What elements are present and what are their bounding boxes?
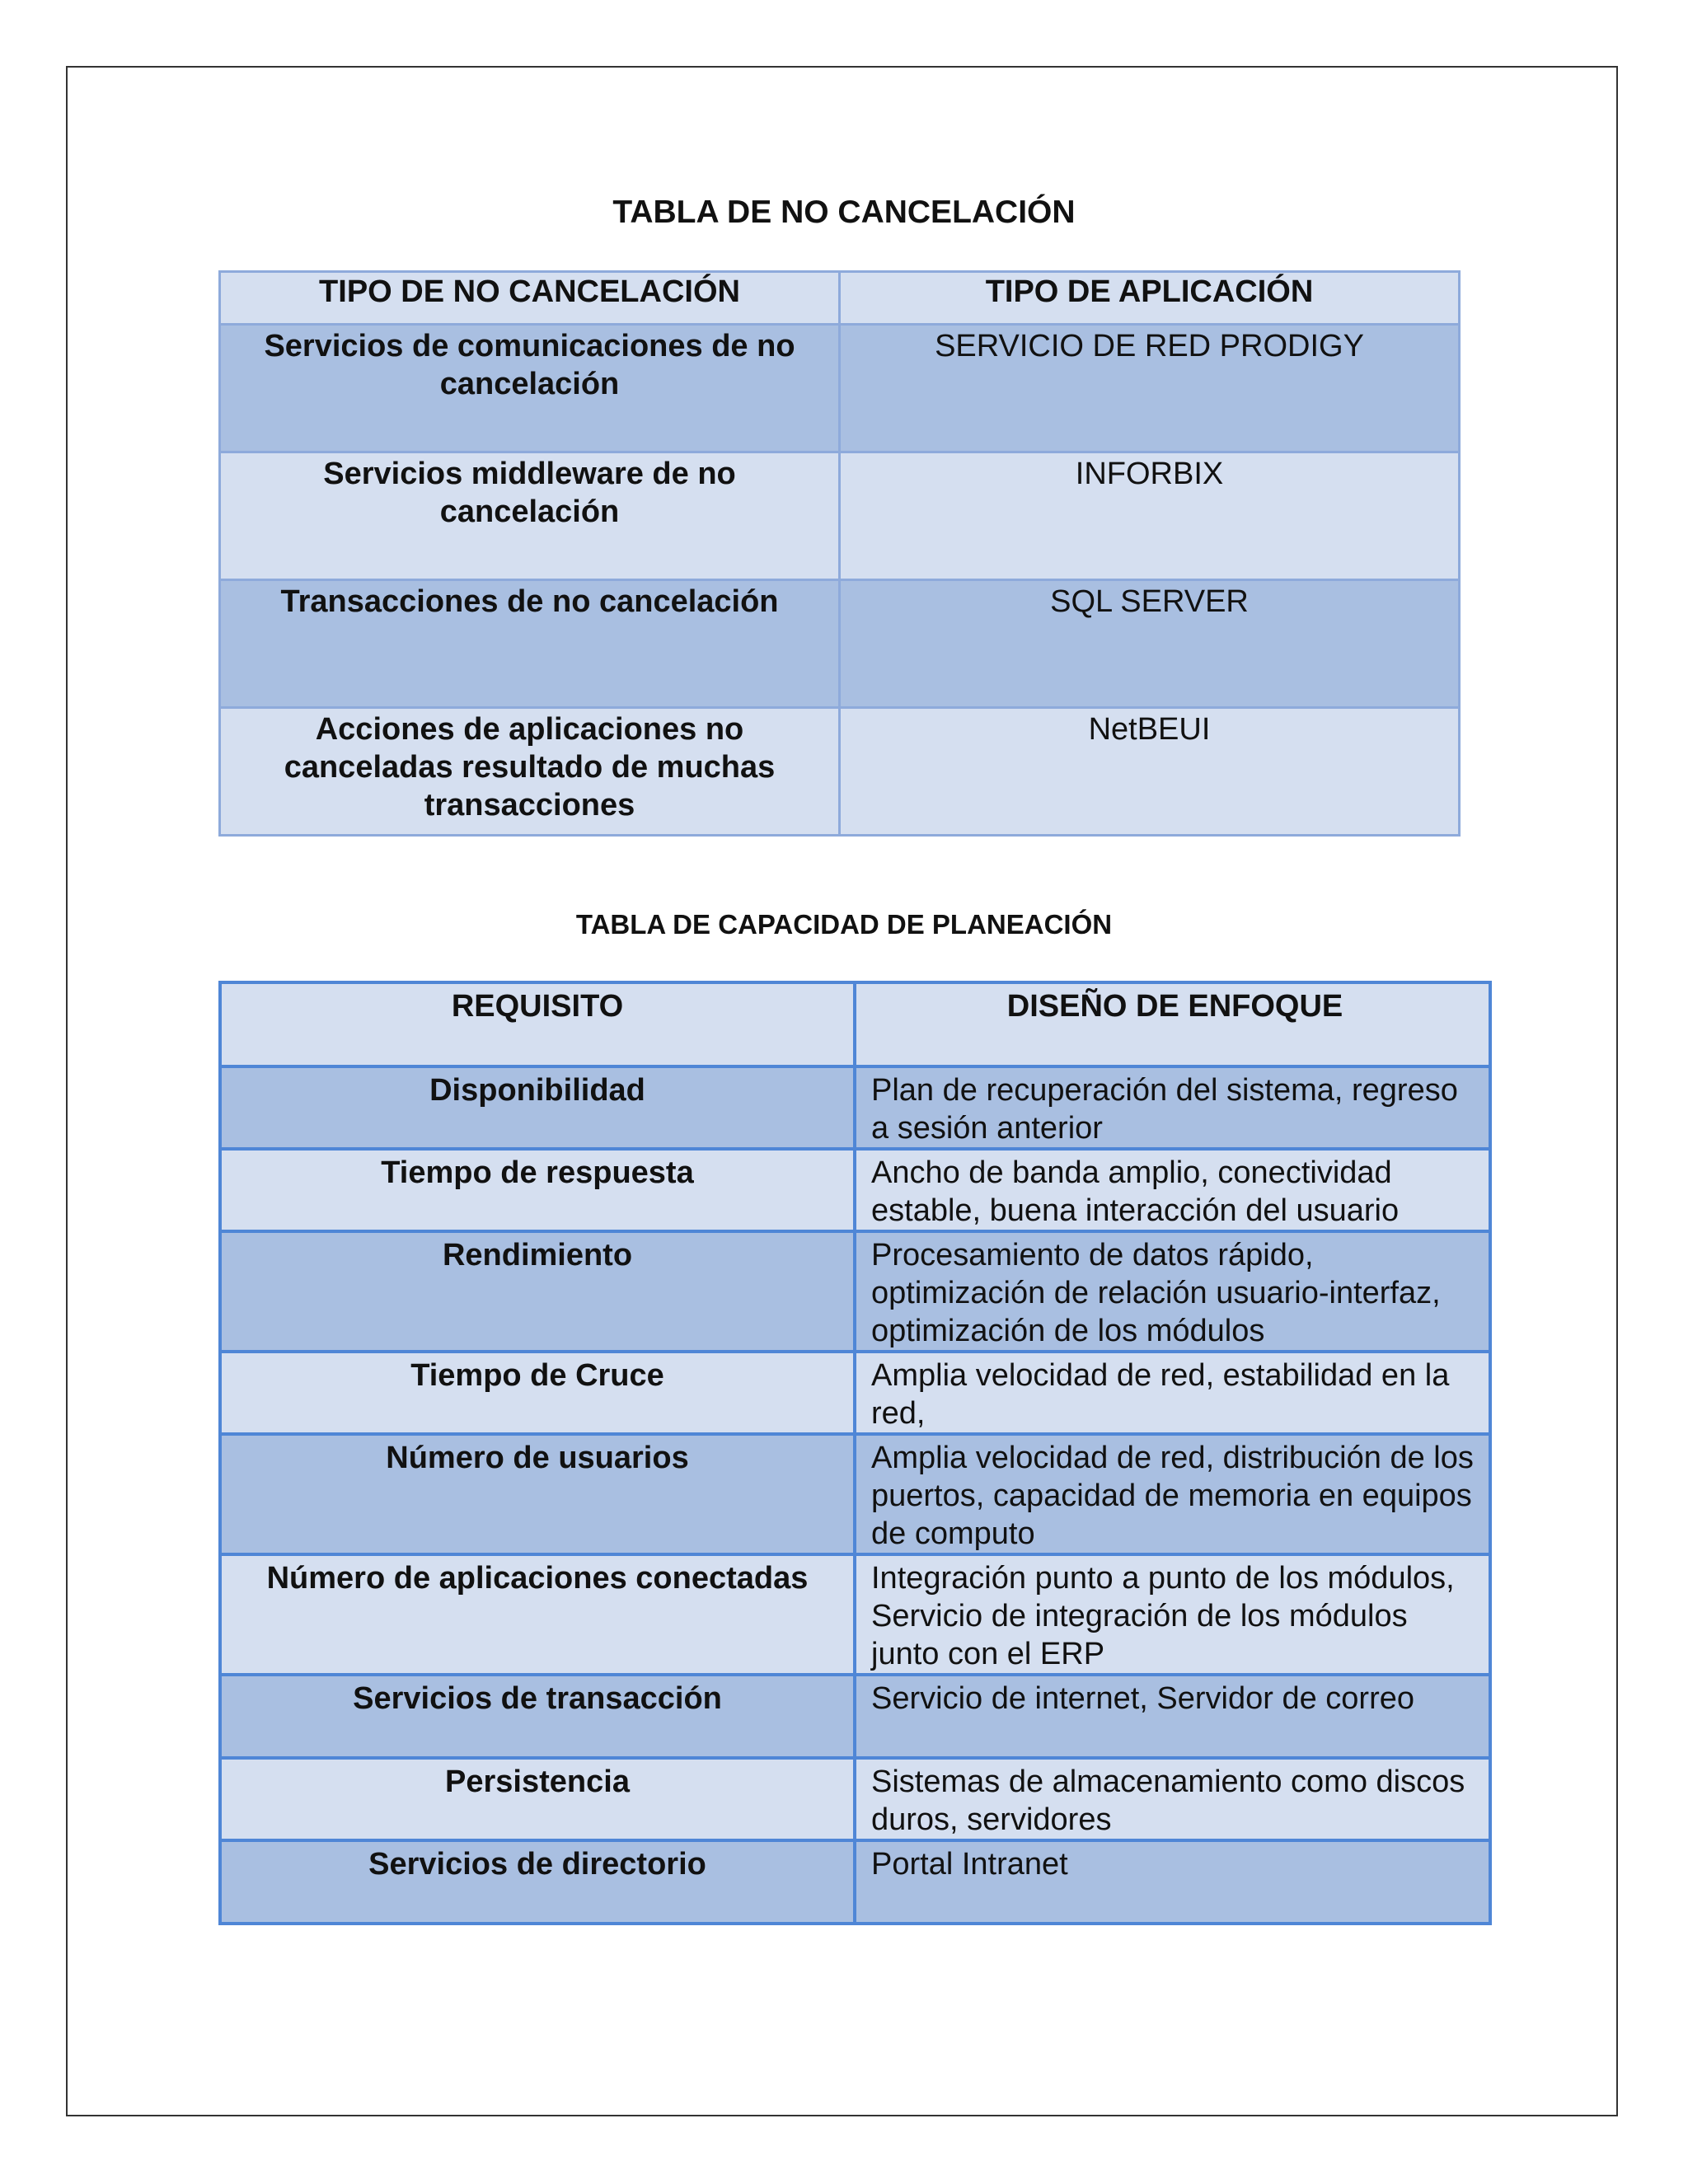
- capacidad-planeacion-table: [218, 981, 1492, 1925]
- table-row: [220, 452, 1460, 580]
- table-cell: Integración punto a punto de los módulos, Servicio de integración de los módulos junto con el ERP: [855, 1554, 1490, 1675]
- table-cell: Ancho de banda amplio, conectividad estable, buena interacción del usuario: [855, 1149, 1490, 1231]
- table2-title: TABLA DE CAPACIDAD DE PLANEACIÓN: [575, 909, 1113, 940]
- table-row: [220, 1675, 1490, 1758]
- table-cell: Portal Intranet: [855, 1840, 1490, 1924]
- table-cell: Persistencia: [220, 1758, 855, 1840]
- table-cell: INFORBIX: [840, 452, 1460, 580]
- table-cell: Número de usuarios: [220, 1434, 855, 1554]
- table-header-row: [220, 982, 1490, 1066]
- table-cell: SERVICIO DE RED PRODIGY: [840, 325, 1460, 452]
- table-row: [220, 1554, 1490, 1675]
- table-cell: Servicio de internet, Servidor de correo: [855, 1675, 1490, 1758]
- table-cell: Amplia velocidad de red, distribución de los puertos, capacidad de memoria en equipos de computo: [855, 1434, 1490, 1554]
- table-cell: NetBEUI: [840, 708, 1460, 836]
- table-cell: Plan de recuperación del sistema, regreso a sesión anterior: [855, 1066, 1490, 1149]
- table-cell: Rendimiento: [220, 1231, 855, 1352]
- table-row: [220, 1066, 1490, 1149]
- table-cell: Tiempo de Cruce: [220, 1352, 855, 1434]
- table-row: [220, 1149, 1490, 1231]
- table-row: [220, 1352, 1490, 1434]
- table-row: [220, 1758, 1490, 1840]
- table-cell: Servicios de comunicaciones de no cancelación: [220, 325, 840, 452]
- table-cell: Sistemas de almacenamiento como discos duros, servidores: [855, 1758, 1490, 1840]
- table-cell: Amplia velocidad de red, estabilidad en la red,: [855, 1352, 1490, 1434]
- table-cell: Número de aplicaciones conectadas: [220, 1554, 855, 1675]
- header-cell: TIPO DE APLICACIÓN: [840, 272, 1460, 325]
- table-cell: Disponibilidad: [220, 1066, 855, 1149]
- table-cell: Procesamiento de datos rápido, optimización de relación usuario-interfaz, optimización de los módulos: [855, 1231, 1490, 1352]
- header-cell: DISEÑO DE ENFOQUE: [855, 982, 1490, 1066]
- table-header-row: [220, 272, 1460, 325]
- table-cell: Tiempo de respuesta: [220, 1149, 855, 1231]
- table-row: [220, 1434, 1490, 1554]
- header-cell: TIPO DE NO CANCELACIÓN: [220, 272, 840, 325]
- table-cell: Servicios de transacción: [220, 1675, 855, 1758]
- table-row: [220, 325, 1460, 452]
- table-cell: Transacciones de no cancelación: [220, 580, 840, 708]
- table1-title: TABLA DE NO CANCELACIÓN: [612, 194, 1076, 230]
- table-cell: Servicios de directorio: [220, 1840, 855, 1924]
- table-cell: Acciones de aplicaciones no canceladas resultado de muchas transacciones: [220, 708, 840, 836]
- table-row: [220, 1231, 1490, 1352]
- no-cancelacion-table: [218, 270, 1461, 837]
- table-row: [220, 580, 1460, 708]
- table-cell: SQL SERVER: [840, 580, 1460, 708]
- header-cell: REQUISITO: [220, 982, 855, 1066]
- table-row: [220, 708, 1460, 836]
- table-row: [220, 1840, 1490, 1924]
- table-cell: Servicios middleware de no cancelación: [220, 452, 840, 580]
